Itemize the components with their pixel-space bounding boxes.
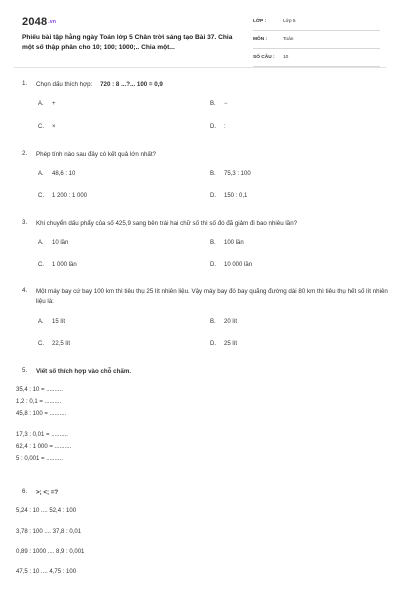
option-letter: D. — [210, 193, 216, 199]
option-letter: A. — [38, 171, 44, 177]
question-number: 1. — [22, 80, 28, 87]
option-letter: A. — [38, 319, 44, 325]
option-letter: D. — [210, 124, 216, 130]
option-2b[interactable] — [210, 171, 251, 177]
option-3a[interactable] — [38, 240, 68, 246]
option-letter: C. — [38, 262, 44, 268]
option-letter: A. — [38, 101, 44, 107]
option-letter: D. — [210, 341, 216, 347]
option-text: × — [52, 124, 56, 130]
option-text: 10 lần — [52, 240, 69, 246]
question-expression: 720 : 8 ...?... 100 = 0,9 — [100, 81, 163, 88]
option-text: + — [52, 101, 56, 107]
brand-name: 2048 — [22, 16, 48, 28]
option-letter: B. — [210, 319, 216, 325]
option-text: 48,6 : 10 — [52, 171, 76, 177]
option-text: 1 200 : 1 000 — [52, 193, 88, 199]
meta-label: MÔN : — [253, 37, 268, 42]
worksheet-header — [0, 0, 400, 68]
option-2d[interactable] — [210, 193, 247, 199]
option-text: 1 000 lần — [52, 262, 77, 268]
meta-value: Toán — [283, 37, 294, 42]
compare-line-6-1[interactable]: 5,24 : 10 .... 52,4 : 100 — [16, 508, 77, 514]
question-text — [36, 80, 388, 90]
option-4a[interactable] — [38, 319, 65, 325]
option-letter: B. — [210, 101, 216, 107]
brand-suffix: .vn — [48, 19, 57, 26]
question-text: Khi chuyển dấu phẩy của số 425,9 sang bên trái hai chữ số thì số đó đã giảm đi bao nhiêu lần? — [36, 220, 298, 227]
option-4d[interactable] — [210, 341, 237, 347]
option-2c[interactable] — [38, 193, 87, 199]
meta-row-count — [253, 52, 380, 67]
option-letter: C. — [38, 193, 44, 199]
option-1d[interactable] — [210, 124, 226, 130]
option-1c[interactable] — [38, 124, 56, 130]
option-2a[interactable] — [38, 171, 75, 177]
question-text: Một máy bay cứ bay 100 km thì tiêu thụ 25 lít nhiên liệu. Vậy máy bay đó bay quãng đường dài 80 km thì tiêu thụ hết số lít nhiên liệu là: — [36, 288, 388, 305]
option-text: : — [224, 124, 226, 130]
option-text: 22,5 lít — [52, 341, 71, 347]
option-letter: A. — [38, 240, 44, 246]
option-text: 100 lần — [224, 240, 244, 246]
option-text: − — [224, 101, 228, 107]
option-text: 15 lít — [52, 319, 66, 325]
meta-row-class — [253, 16, 380, 31]
meta-row-subject — [253, 34, 380, 49]
question-number: 5. — [22, 367, 28, 374]
question-number: 3. — [22, 219, 28, 226]
question-number: 4. — [22, 287, 28, 294]
option-text: 150 : 0,1 — [224, 193, 248, 199]
fill-line-5-2[interactable]: 1,2 : 0,1 = .......... — [16, 399, 62, 405]
option-letter: C. — [38, 341, 44, 347]
compare-line-6-2[interactable]: 3,78 : 100 .... 37,8 : 0,01 — [16, 529, 82, 535]
fill-line-5-3[interactable]: 45,8 : 100 = .......... — [16, 411, 67, 417]
question-number: 6. — [22, 488, 28, 495]
option-3b[interactable] — [210, 240, 244, 246]
option-4c[interactable] — [38, 341, 70, 347]
question-prompt: Chọn dấu thích hợp: — [36, 81, 93, 88]
worksheet-title: Phiếu bài tập hằng ngày Toán lớp 5 Chân trời sáng tạo Bài 37. Chia một số thập phân cho 10; 100; 1000;.. Chia một... — [22, 34, 233, 51]
compare-line-6-3[interactable]: 0,89 : 1000 .... 8,9 : 0,001 — [16, 549, 85, 555]
option-1b[interactable] — [210, 101, 228, 107]
meta-label: LỚP : — [253, 19, 267, 24]
worksheet-meta — [253, 16, 380, 70]
fill-line-5-5[interactable]: 62,4 : 1 000 = .......... — [16, 444, 72, 450]
question-number: 2. — [22, 150, 28, 157]
option-letter: B. — [210, 171, 216, 177]
option-letter: D. — [210, 262, 216, 268]
fill-line-5-1[interactable]: 35,4 : 10 = .......... — [16, 387, 63, 393]
meta-value: Lớp 5 — [283, 19, 296, 24]
option-text: 75,3 : 100 — [224, 171, 251, 177]
option-1a[interactable] — [38, 101, 56, 107]
option-letter: B. — [210, 240, 216, 246]
fill-line-5-4[interactable]: 17,3 : 0,01 = .......... — [16, 432, 68, 438]
compare-line-6-4[interactable]: 47,5 : 10 .... 4,75 : 100 — [16, 569, 77, 575]
option-text: 20 lít — [224, 319, 238, 325]
question-text: Phép tính nào sau đây có kết quả lớn nhất? — [36, 151, 156, 158]
option-text: 10 000 lần — [224, 262, 253, 268]
question-text: >; <; =? — [36, 489, 59, 496]
meta-label: SỐ CÂU : — [253, 55, 275, 60]
question-text: Viết số thích hợp vào chỗ chấm. — [36, 368, 132, 375]
meta-value: 10 — [283, 55, 289, 60]
option-text: 25 lít — [224, 341, 238, 347]
fill-line-5-6[interactable]: 5 : 0,001 = .......... — [16, 456, 63, 462]
option-3c[interactable] — [38, 262, 77, 268]
option-4b[interactable] — [210, 319, 237, 325]
header-divider — [14, 67, 386, 68]
option-letter: C. — [38, 124, 44, 130]
site-logo[interactable] — [22, 16, 56, 28]
option-3d[interactable] — [210, 262, 252, 268]
